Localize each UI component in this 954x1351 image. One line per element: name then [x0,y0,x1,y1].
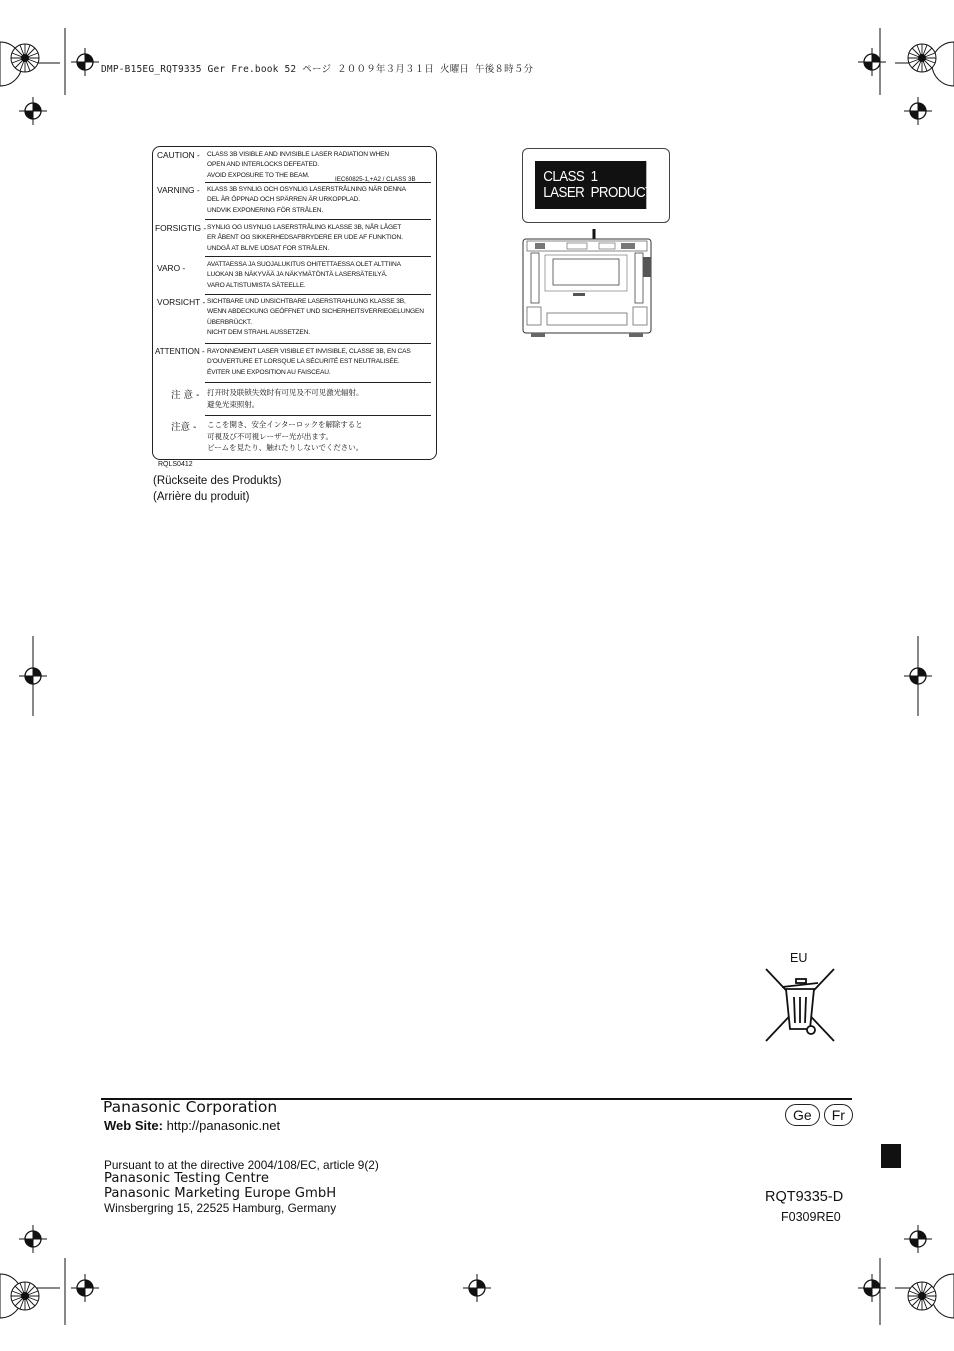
language-badge-ge: Ge [785,1104,820,1126]
warning-separator [205,256,431,257]
warning-label-forsigtig: FORSIGTIG - [155,223,207,233]
marketing-company: Panasonic Marketing Europe GmbH [104,1186,337,1201]
web-site-line [104,1118,280,1133]
warning-text-caution: CLASS 3B VISIBLE AND INVISIBLE LASER RADIATION WHEN OPEN AND INTERLOCKS DEFEATED. AVOID EXPOSURE TO THE BEAM. [207,151,390,179]
warning-text-vorsicht: SICHTBARE UND UNSICHTBARE LASERSTRAHLUNG KLASSE 3B, WENN ABDECKUNG GEÖFFNET UND SICHERHEITSVERRIEGELUNGEN ÜBERBRÜCKT. NICHT DEM STRAHL AUSSETZEN. [207,298,424,337]
web-site-label: Web Site: [104,1118,163,1133]
warning-label-varning: VARNING - [157,185,200,195]
iec-standard: IEC60825-1,+A2 / CLASS 3B [335,176,416,183]
crossed-out-wheelie-bin-icon [764,967,836,1043]
file-header-line: DMP-B15EG_RQT9335 Ger Fre.book 52 ページ ２００９年３月３１日 火曜日 午後８時５分 [101,64,534,75]
language-badges [785,1104,853,1126]
warning-separator [205,294,431,295]
warning-separator [205,343,431,344]
warning-separator [205,415,431,416]
warning-text-japanese: ここを開き、安全インターロックを解除すると 可視及び不可視レーザー光が出ます。 ビームを見たり、触れたりしないでください。 [207,420,364,452]
warning-label-attention: ATTENTION - [155,347,205,356]
print-code: F0309RE0 [781,1210,841,1224]
testing-centre: Panasonic Testing Centre [104,1171,269,1186]
laser-warning-label [152,146,437,460]
company-address: Winsbergring 15, 22525 Hamburg, Germany [104,1201,337,1215]
warning-separator [205,382,431,383]
page-edge-tab [881,1144,901,1168]
class1-laser-text: CLASS 1 LASER PRODUCT [535,161,646,209]
caption-french: (Arrière du produit) [153,491,250,503]
warning-text-varning: KLASS 3B SYNLIG OCH OSYNLIG LASERSTRÅLNING NÄR DENNA DEL ÄR ÖPPNAD OCH SPÄRREN ÄR URKOPPLAD. UNDVIK EXPONERING FÖR STRÅLEN. [207,186,406,214]
class1-laser-label [522,148,670,223]
warning-label-japanese: 注意 - [171,422,197,433]
warning-separator [205,182,431,183]
warning-label-chinese: 注 意 - [171,390,200,401]
directive-text: Pursuant to at the directive 2004/108/EC, article 9(2) [104,1158,379,1172]
company-name: Panasonic Corporation [103,1098,278,1116]
warning-text-forsigtig: SYNLIG OG USYNLIG LASERSTRÅLING KLASSE 3B, NÅR LÅGET ER ÅBENT OG SIKKERHEDSAFBRYDERE ER UDE AF FUNKTION. UNDGÅ AT BLIVE UDSAT FOR STRÅLEN. [207,224,403,252]
caption-german: (Rückseite des Produkts) [153,475,282,487]
warning-text-varo: AVATTAESSA JA SUOJALUKITUS OHITETTAESSA OLET ALTTIINA LUOKAN 3B NÄKYVÄÄ JA NÄKYMÄTÖNTÄ LASERSÄTEILYÄ. VARO ALTISTUMISTA SÄTEELLE. [207,261,401,289]
web-site-url[interactable]: http://panasonic.net [166,1118,281,1133]
warning-label-caution: CAUTION - [157,150,200,160]
warning-text-attention: RAYONNEMENT LASER VISIBLE ET INVISIBLE, CLASSE 3B, EN CAS D'OUVERTURE ET LORSQUE LA SÉCURITÉ EST NEUTRALISÉE. ÉVITER UNE EXPOSITION AU FAISCEAU. [207,348,411,376]
label-code: RQLS0412 [158,461,193,468]
eu-label: EU [790,951,808,965]
warning-separator [205,219,431,220]
device-rear-illustration [517,227,657,339]
model-code: RQT9335-D [765,1189,844,1205]
warning-text-chinese: 打开时及联锁失效时有可见及不可见激光辐射。 避免光束照射。 [207,388,364,409]
warning-label-varo: VARO - [157,263,186,273]
warning-label-vorsicht: VORSICHT - [157,297,206,307]
language-badge-fr: Fr [824,1104,853,1126]
